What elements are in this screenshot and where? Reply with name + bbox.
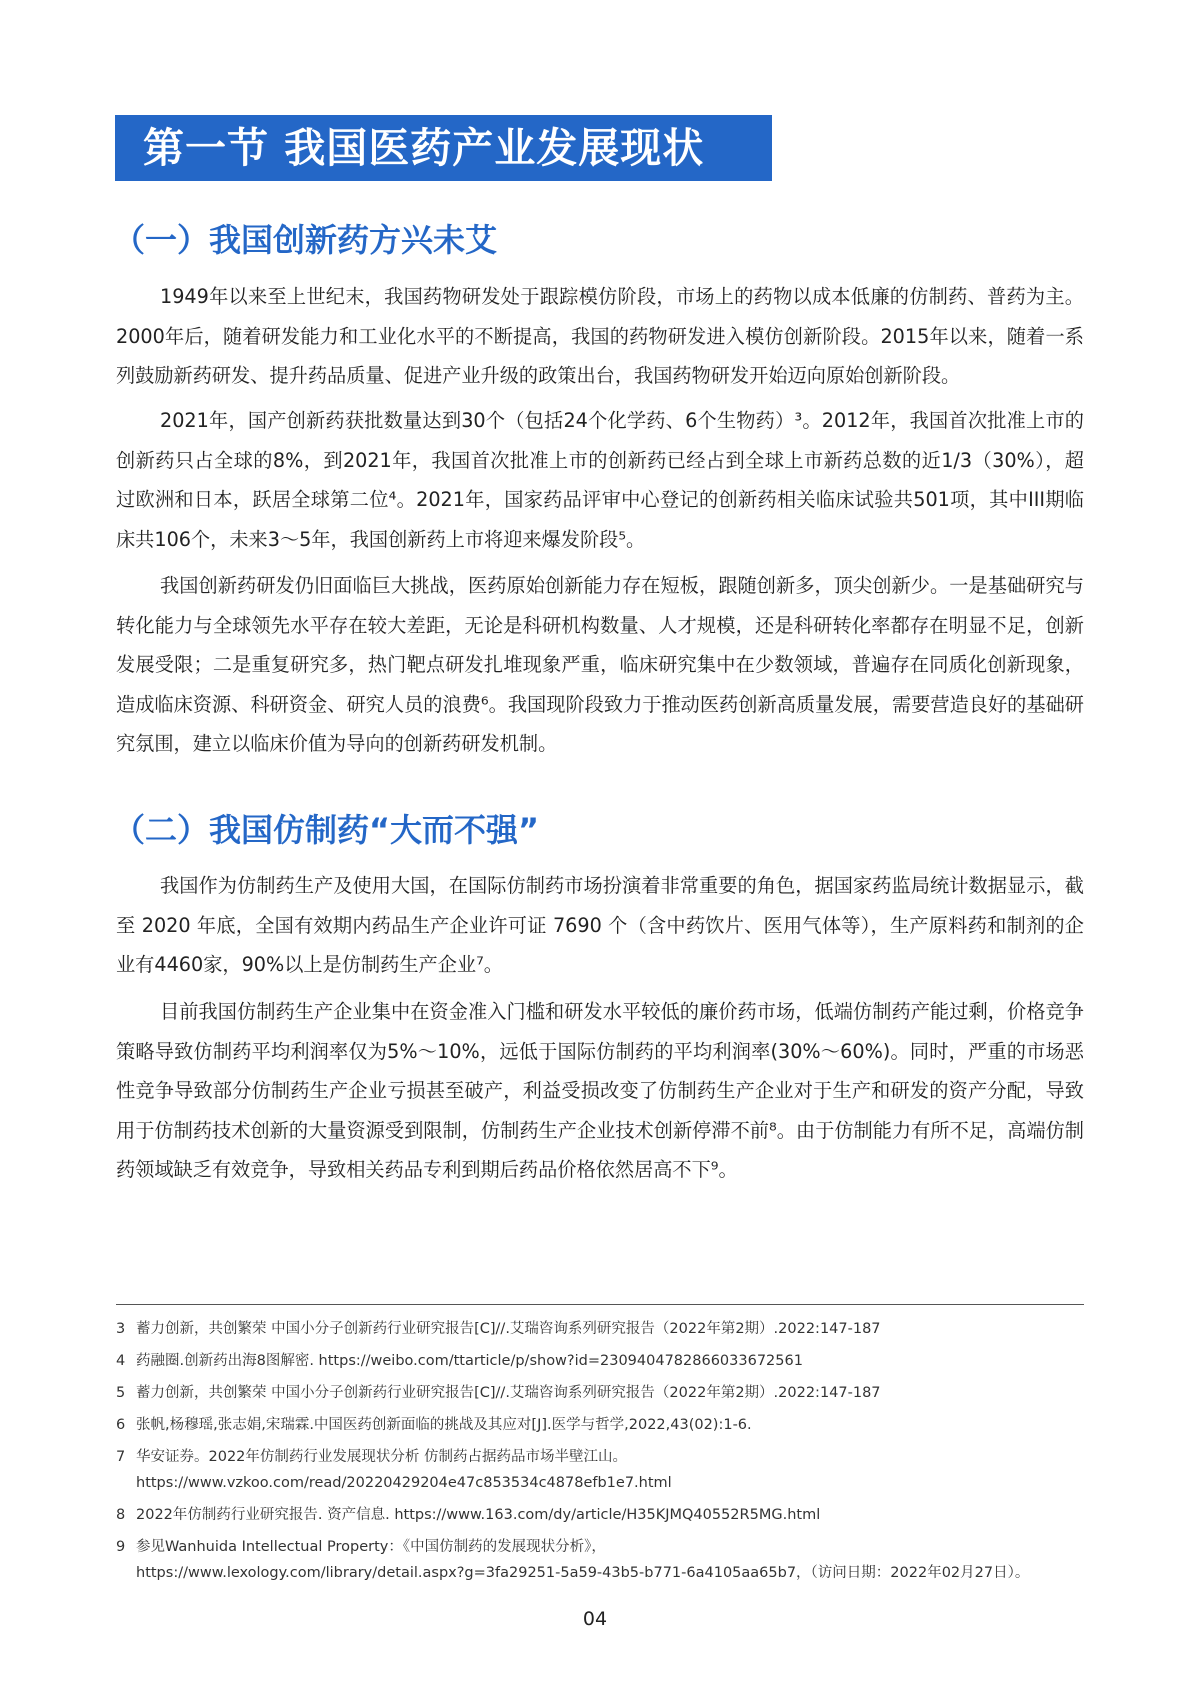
footnote-6 [116,1412,1096,1438]
footnote-number: 3 [116,1321,126,1337]
footnote-3 [116,1316,1096,1342]
footnote-8 [116,1502,1096,1528]
footnote-text: 张帆,杨穆瑶,张志娟,宋瑞霖.中国医药创新面临的挑战及其应对[J].医学与哲学,2022,43(02):1-6. [136,1417,752,1433]
footnote-text: 参见Wanhuida Intellectual Property：《中国仿制药的发展现状分析》， https://www.lexology.com/library/detail.aspx?g=3fa29251-5a59-43b5-b771-6a4105aa65b7，（访问日期：2022年02月27日）。 [136,1534,1096,1586]
subsection-title-1: （一）我国创新药方兴未艾 [113,221,498,259]
footnote-number: 8 [116,1507,126,1523]
footnote-text: 蓄力创新，共创繁荣 中国小分子创新药行业研究报告[C]//.艾瑞咨询系列研究报告（2022年第2期）.2022:147-187 [136,1385,881,1401]
sub2-paragraph-2: 目前我国仿制药生产企业集中在资金准入门槛和研发水平较低的廉价药市场，低端仿制药产能过剩，价格竞争策略导致仿制药平均利润率仅为5%～10%，远低于国际仿制药的平均利润率(30%～60%)。同时，严重的市场恶性竞争导致部分仿制药生产企业亏损甚至破产，利益受损改变了仿制药生产企业对于生产和研发的资产分配，导致用于仿制药技术创新的大量资源受到限制，仿制药生产企业技术创新停滞不前⁸。由于仿制能力有所不足，高端仿制药领域缺乏有效竞争，导致相关药品专利到期后药品价格依然居高不下⁹。 [116,1000,1084,1182]
sub1-paragraph-2: 2021年，国产创新药获批数量达到30个（包括24个化学药、6个生物药）³。2012年，我国首次批准上市的创新药只占全球的8%，到2021年，我国首次批准上市的创新药已经占到全球上市新药总数的近1/3（30%），超过欧洲和日本，跃居全球第二位⁴。2021年，国家药品评审中心登记的创新药相关临床试验共501项，其中III期临床共106个，未来3～5年，我国创新药上市将迎来爆发阶段⁵。 [116,409,1084,551]
section-title-banner: 第一节 我国医药产业发展现状 [115,115,772,181]
footnote-7 [116,1444,1096,1496]
footnote-number: 5 [116,1385,126,1401]
footnote-text: 2022年仿制药行业研究报告. 资产信息. https://www.163.com/dy/article/H35KJMQ40552R5MG.html [136,1507,821,1523]
footnote-number: 6 [116,1417,126,1433]
footnote-text: 药融圈.创新药出海8图解密. https://weibo.com/ttarticle/p/show?id=2309404782866033672561 [136,1353,803,1369]
footnote-number: 7 [116,1449,126,1465]
footnote-url[interactable]: https://www.vzkoo.com/read/20220429204e47c853534c4878efb1e7.html [136,1475,672,1491]
footnote-text: 华安证券。2022年仿制药行业发展现状分析 仿制药占据药品市场半壁江山。 https://www.vzkoo.com/read/20220429204e47c853534c4878efb1e7.html [136,1444,1096,1496]
footnote-number: 9 [116,1539,126,1555]
footnote-divider [116,1304,1084,1305]
subsection-title-2: （二）我国仿制药“大而不强” [113,811,540,849]
footnote-number: 4 [116,1353,126,1369]
footnote-text: 蓄力创新，共创繁荣 中国小分子创新药行业研究报告[C]//.艾瑞咨询系列研究报告（2022年第2期）.2022:147-187 [136,1321,881,1337]
footnote-url[interactable]: https://www.lexology.com/library/detail.aspx?g=3fa29251-5a59-43b5-b771-6a4105aa65b7，（访问日期：2022年02月27日）。 [136,1565,1030,1581]
sub1-paragraph-3: 我国创新药研发仍旧面临巨大挑战，医药原始创新能力存在短板，跟随创新多，顶尖创新少。一是基础研究与转化能力与全球领先水平存在较大差距，无论是科研机构数量、人才规模，还是科研转化率都存在明显不足，创新发展受限；二是重复研究多，热门靶点研发扎堆现象严重，临床研究集中在少数领域，普遍存在同质化创新现象，造成临床资源、科研资金、研究人员的浪费⁶。我国现阶段致力于推动医药创新高质量发展，需要营造良好的基础研究氛围，建立以临床价值为导向的创新药研发机制。 [116,574,1084,756]
page-number: 04 [582,1608,608,1630]
footnote-9 [116,1534,1096,1586]
footnote-list [116,1316,1096,1592]
footnote-5 [116,1380,1096,1406]
sub1-paragraph-1: 1949年以来至上世纪末，我国药物研发处于跟踪模仿阶段，市场上的药物以成本低廉的仿制药、普药为主。2000年后，随着研发能力和工业化水平的不断提高，我国的药物研发进入模仿创新阶段。2015年以来，随着一系列鼓励新药研发、提升药品质量、促进产业升级的政策出台，我国药物研发开始迈向原始创新阶段。 [116,285,1084,388]
sub2-paragraph-1: 我国作为仿制药生产及使用大国，在国际仿制药市场扮演着非常重要的角色，据国家药监局统计数据显示，截至 2020 年底，全国有效期内药品生产企业许可证 7690 个（含中药饮片、医用气体等），生产原料药和制剂的企业有4460家，90%以上是仿制药生产企业⁷。 [116,874,1084,977]
footnote-4 [116,1348,1096,1374]
